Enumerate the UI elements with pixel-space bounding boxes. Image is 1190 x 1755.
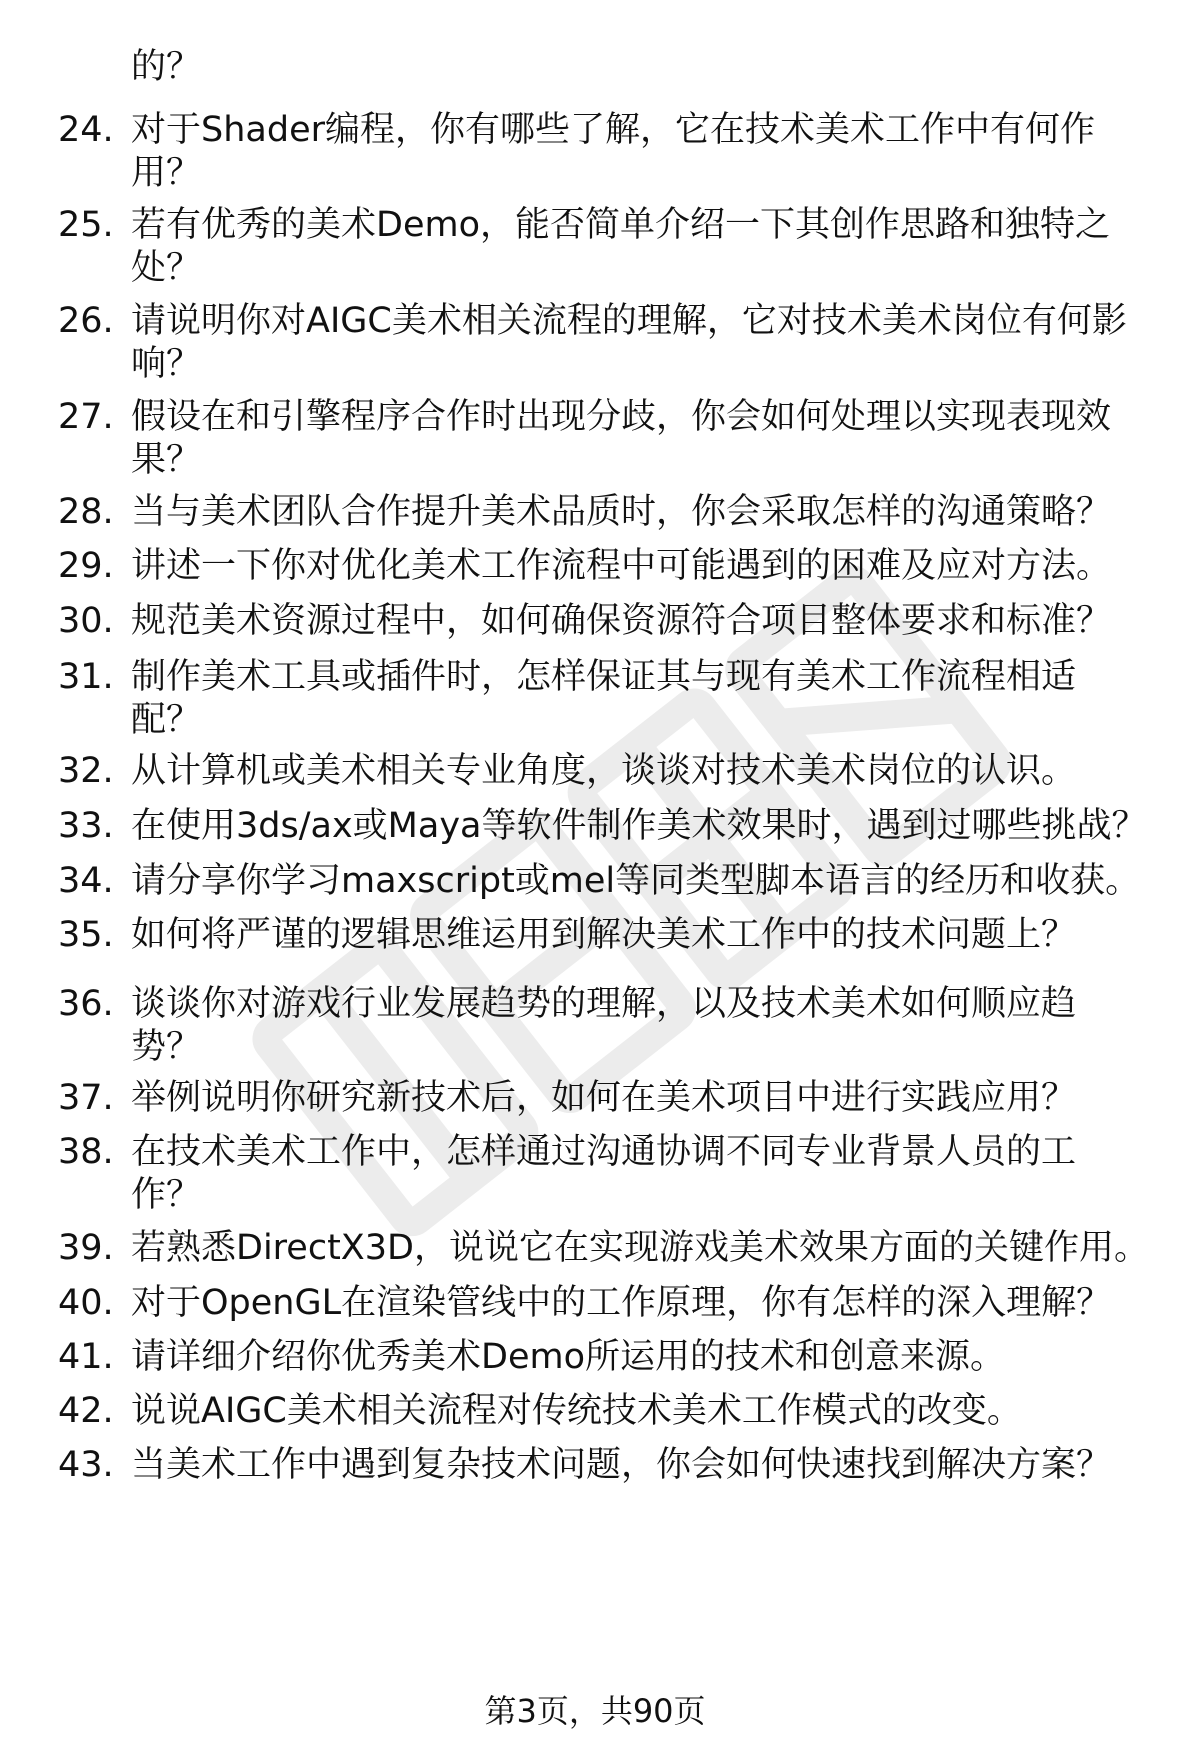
question-text <box>131 545 1171 588</box>
question-text-line: 作？ <box>131 1175 202 1215</box>
question-text <box>131 600 1171 643</box>
question-text <box>131 300 1171 386</box>
question-text-line: 请分享你学习maxscript或mel等同类型脚本语言的经历和收获。 <box>131 861 1141 901</box>
question-text-line: 假设在和引擎程序合作时出现分歧，你会如何处理以实现表现效 <box>131 397 1112 437</box>
question-number: 29. <box>58 546 114 586</box>
question-text <box>131 109 1171 195</box>
question-number: 28. <box>58 492 114 532</box>
question-text-line: 举例说明你研究新技术后，如何在美术项目中进行实践应用？ <box>131 1078 1077 1118</box>
question-number: 30. <box>58 601 114 641</box>
question-text <box>131 396 1171 482</box>
question-text <box>131 1131 1171 1217</box>
question-text <box>131 860 1171 903</box>
question-number: 36. <box>58 984 114 1024</box>
question-text-line: 说说AIGC美术相关流程对传统技术美术工作模式的改变。 <box>131 1391 1022 1431</box>
question-number: 40. <box>58 1283 114 1323</box>
question-number: 33. <box>58 806 114 846</box>
page-footer: 第3页，共90页 <box>484 1692 706 1730</box>
question-text <box>131 204 1171 290</box>
question-text-line: 在使用3ds/ax或Maya等软件制作美术效果时，遇到过哪些挑战？ <box>131 806 1147 846</box>
question-text-line: 在技术美术工作中，怎样通过沟通协调不同专业背景人员的工 <box>131 1132 1077 1172</box>
question-number: 32. <box>58 751 114 791</box>
question-text-line: 当与美术团队合作提升美术品质时，你会采取怎样的沟通策略？ <box>131 492 1112 532</box>
question-text-line: 当美术工作中遇到复杂技术问题，你会如何快速找到解决方案？ <box>131 1445 1112 1485</box>
question-text <box>131 491 1171 534</box>
question-text-line: 果？ <box>131 440 202 480</box>
question-number: 27. <box>58 397 114 437</box>
question-number: 38. <box>58 1132 114 1172</box>
question-number: 34. <box>58 861 114 901</box>
question-text-line: 处？ <box>131 248 202 288</box>
question-text-line: 用？ <box>131 153 202 193</box>
question-text-line: 讲述一下你对优化美术工作流程中可能遇到的困难及应对方法。 <box>131 546 1112 586</box>
question-text <box>131 983 1171 1069</box>
question-number: 41. <box>58 1337 114 1377</box>
question-text <box>131 1077 1171 1120</box>
question-text <box>131 805 1171 848</box>
question-text <box>131 1282 1171 1325</box>
question-number: 42. <box>58 1391 114 1431</box>
question-text-line: 如何将严谨的逻辑思维运用到解决美术工作中的技术问题上？ <box>131 915 1077 955</box>
question-number: 25. <box>58 205 114 245</box>
question-text <box>131 914 1171 957</box>
continuation-text: 的？ <box>131 47 202 87</box>
question-number: 24. <box>58 110 114 150</box>
question-text-line: 响？ <box>131 344 202 384</box>
question-text <box>131 1336 1171 1379</box>
question-number: 35. <box>58 915 114 955</box>
question-text-line: 谈谈你对游戏行业发展趋势的理解，以及技术美术如何顺应趋 <box>131 984 1077 1024</box>
question-text <box>131 656 1171 742</box>
question-text-line: 请详细介绍你优秀美术Demo所运用的技术和创意来源。 <box>131 1337 1005 1377</box>
question-text <box>131 1444 1171 1487</box>
question-number: 26. <box>58 301 114 341</box>
question-number: 31. <box>58 657 114 697</box>
question-text-line: 若有优秀的美术Demo，能否简单介绍一下其创作思路和独特之 <box>131 205 1110 245</box>
question-text-line: 规范美术资源过程中，如何确保资源符合项目整体要求和标准？ <box>131 601 1112 641</box>
question-text <box>131 750 1171 793</box>
question-text <box>131 1390 1171 1433</box>
question-number: 43. <box>58 1445 114 1485</box>
question-text-line: 从计算机或美术相关专业角度，谈谈对技术美术岗位的认识。 <box>131 751 1077 791</box>
question-text-line: 请说明你对AIGC美术相关流程的理解，它对技术美术岗位有何影 <box>131 301 1127 341</box>
question-text-line: 对于OpenGL在渲染管线中的工作原理，你有怎样的深入理解？ <box>131 1283 1112 1323</box>
question-text-line: 配？ <box>131 700 202 740</box>
question-text-line: 势？ <box>131 1027 202 1067</box>
question-number: 39. <box>58 1228 114 1268</box>
question-text-line: 对于Shader编程，你有哪些了解，它在技术美术工作中有何作 <box>131 110 1095 150</box>
question-text-line: 制作美术工具或插件时，怎样保证其与现有美术工作流程相适 <box>131 657 1077 697</box>
question-number: 37. <box>58 1078 114 1118</box>
question-text <box>131 1227 1171 1270</box>
question-text-line: 若熟悉DirectX3D，说说它在实现游戏美术效果方面的关键作用。 <box>131 1228 1149 1268</box>
